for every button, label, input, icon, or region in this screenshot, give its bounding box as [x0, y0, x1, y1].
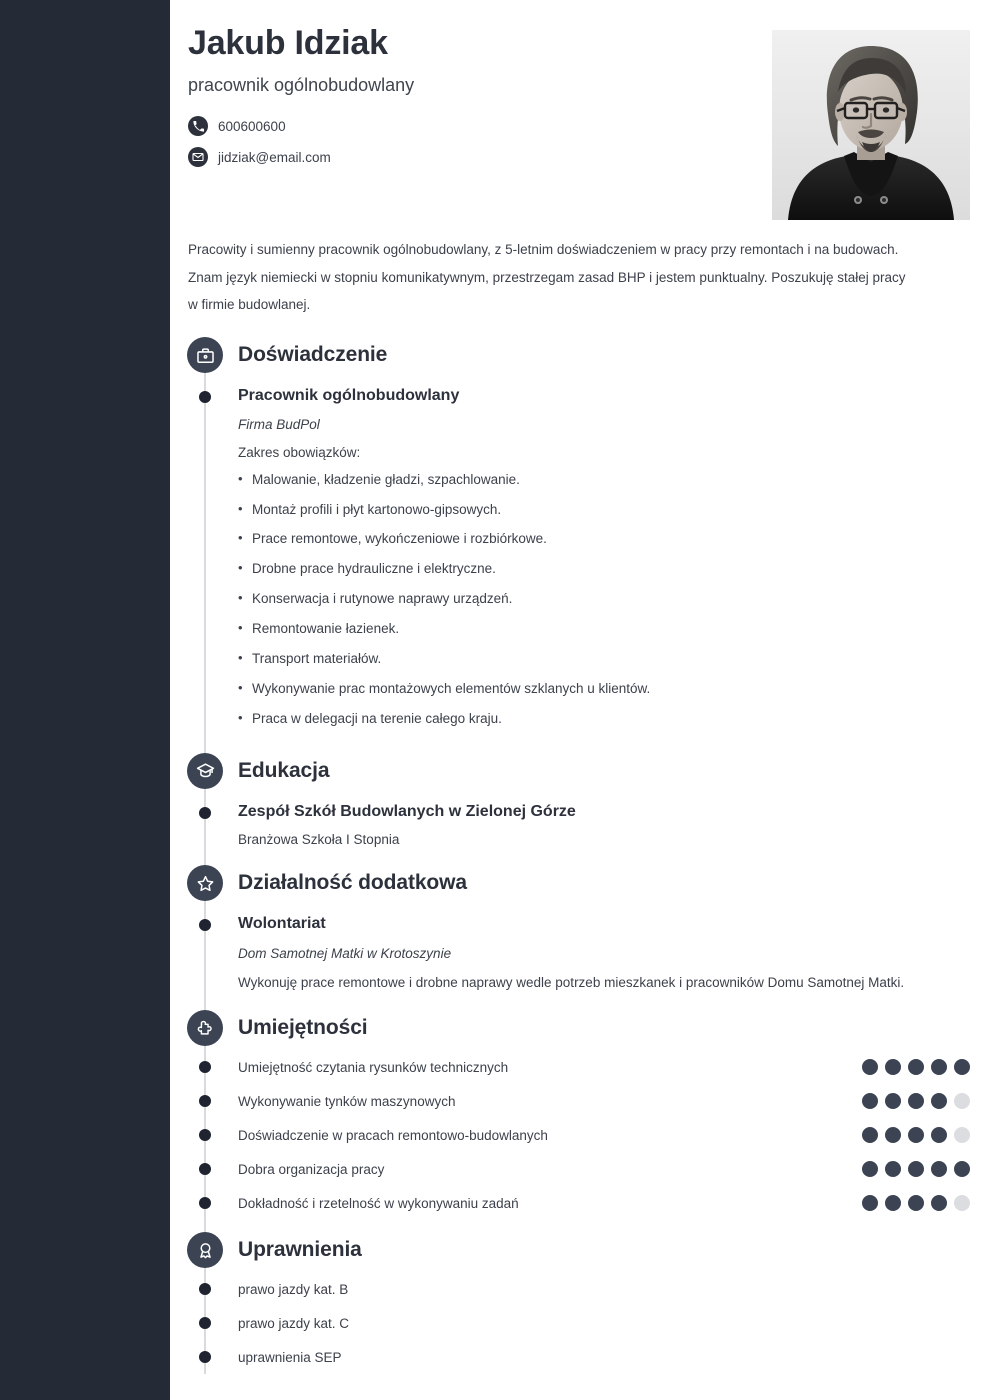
section-education: [170, 749, 990, 853]
section-skills: [170, 1006, 990, 1220]
rating-dot-filled: [908, 1093, 924, 1109]
resume-header: [170, 0, 990, 232]
rating-dot-filled: [862, 1127, 878, 1143]
skill-label: Doświadczenie w pracach remontowo-budowlanych: [238, 1127, 548, 1143]
experience-duties-list: [238, 470, 990, 730]
rating-dot-filled: [862, 1059, 878, 1075]
timeline-dot: [199, 1095, 211, 1107]
rating-dot-filled: [862, 1195, 878, 1211]
rating-dot-filled: [862, 1161, 878, 1177]
licence-row: [170, 1340, 990, 1374]
experience-entry: [170, 377, 990, 741]
experience-entry-title: Pracownik ogólnobudowlany: [238, 387, 460, 405]
education-entry-sub: Branżowa Szkoła I Stopnia: [238, 832, 400, 848]
extra-activity-entry: [170, 905, 990, 998]
timeline-dot: [199, 807, 211, 819]
timeline-dot: [199, 1061, 211, 1073]
licence-label: uprawnienia SEP: [238, 1349, 342, 1365]
section-extra-activity: [170, 861, 990, 998]
education-date-label: 2009 - 2012: [910, 748, 978, 762]
avatar: [772, 30, 970, 220]
duty-item: • Praca w delegacji na terenie całego kraju.: [238, 709, 990, 730]
extra-activity-entry-org: Dom Samotnej Matki w Krotoszynie: [238, 945, 452, 961]
duty-item: • Montaż profili i płyt kartonowo-gipsowych.: [238, 500, 990, 521]
skill-label: Dobra organizacja pracy: [238, 1161, 385, 1177]
duty-item: • Konserwacja i rutynowe naprawy urządzeń.: [238, 589, 990, 610]
resume-page: [170, 0, 990, 1400]
section-title-experience: Doświadczenie: [238, 343, 388, 367]
section-experience: [170, 333, 990, 741]
duty-item: • Drobne prace hydrauliczne i elektryczne.: [238, 559, 990, 580]
licences-list: [170, 1272, 990, 1374]
licence-row: [170, 1272, 990, 1306]
email-value: jidziak@email.com: [218, 149, 331, 165]
licence-label: prawo jazdy kat. B: [238, 1281, 349, 1297]
timeline-dot: [199, 1197, 211, 1209]
duty-item: • Prace remontowe, wykończeniowe i rozbiórkowe.: [238, 529, 990, 550]
rating-dot-filled: [954, 1161, 970, 1177]
left-dark-rail: [0, 0, 170, 1400]
duty-item: • Malowanie, kładzenie gładzi, szpachlowanie.: [238, 470, 990, 491]
rating-dot-filled: [908, 1127, 924, 1143]
rating-dot-filled: [862, 1093, 878, 1109]
extra-activity-entry-title: Wolontariat: [238, 915, 326, 933]
experience-date-label: 2012 - do dziś: [894, 385, 978, 399]
rating-dot-filled: [885, 1127, 901, 1143]
education-entry: [170, 793, 990, 853]
skill-row: [170, 1118, 990, 1152]
skill-label: Dokładność i rzetelność w wykonywaniu zadań: [238, 1195, 519, 1211]
skill-row: [170, 1152, 990, 1186]
section-licences: [170, 1228, 990, 1374]
rating-dot-filled: [908, 1195, 924, 1211]
duty-item: • Transport materiałów.: [238, 649, 990, 670]
rating-dot-filled: [908, 1059, 924, 1075]
graduation-cap-icon: [187, 753, 223, 789]
briefcase-icon: [187, 337, 223, 373]
phone-icon: [188, 116, 208, 136]
skill-row: [170, 1084, 990, 1118]
section-title-education: Edukacja: [238, 758, 330, 782]
skill-label: Umiejętność czytania rysunków technicznych: [238, 1059, 509, 1075]
experience-entry-company: Firma BudPol: [238, 417, 320, 433]
rating-dot-filled: [885, 1059, 901, 1075]
star-icon: [187, 865, 223, 901]
section-header-extra-activity: [170, 861, 990, 905]
timeline-dot: [199, 1163, 211, 1175]
envelope-icon: [188, 147, 208, 167]
timeline-dot: [199, 1129, 211, 1141]
section-title-skills: Umiejętności: [238, 1016, 368, 1040]
skill-rating: [862, 1059, 970, 1075]
skill-rating: [862, 1195, 970, 1211]
phone-value: 600600600: [218, 118, 286, 134]
licence-label: prawo jazdy kat. C: [238, 1315, 350, 1331]
professional-summary: Pracowity i sumienny pracownik ogólnobudowlany, z 5-letnim doświadczeniem w pracy przy remontach i na budowach. Znam język niemiecki w stopniu komunikatywnym, przestrzegam zasad BHP i jestem punktualny. Poszukuję stałej pracy w firmie budowlanej.: [188, 242, 906, 313]
rating-dot-filled: [885, 1195, 901, 1211]
rating-dot-filled: [931, 1195, 947, 1211]
section-header-skills: [170, 1006, 990, 1050]
rating-dot-filled: [908, 1161, 924, 1177]
timeline-dot: [199, 1317, 211, 1329]
licence-row: [170, 1306, 990, 1340]
timeline-dot: [199, 1351, 211, 1363]
rating-dot-empty: [954, 1093, 970, 1109]
rating-dot-filled: [931, 1161, 947, 1177]
section-header-experience: [170, 333, 990, 377]
rating-dot-filled: [931, 1093, 947, 1109]
skill-rating: [862, 1093, 970, 1109]
rating-dot-empty: [954, 1195, 970, 1211]
rating-dot-filled: [931, 1059, 947, 1075]
extra-activity-entry-desc: Wykonuję prace remontowe i drobne naprawy wedle potrzeb mieszkanek i pracowników Domu Samotnej Matki.: [238, 974, 905, 990]
experience-entry-note: Zakres obowiązków:: [238, 444, 361, 460]
award-ribbon-icon: [187, 1232, 223, 1268]
skill-row: [170, 1186, 990, 1220]
rating-dot-filled: [885, 1093, 901, 1109]
section-title-licences: Uprawnienia: [238, 1238, 362, 1262]
portrait-photo: [772, 30, 970, 220]
skill-rating: [862, 1161, 970, 1177]
timeline-dot: [199, 391, 211, 403]
section-header-education: [170, 749, 990, 793]
skills-list: [170, 1050, 990, 1220]
rating-dot-filled: [931, 1127, 947, 1143]
timeline-dot: [199, 1283, 211, 1295]
section-header-licences: [170, 1228, 990, 1272]
timeline: [170, 333, 990, 1374]
page-title: Jakub Idziak: [188, 24, 388, 62]
duty-item: • Wykonywanie prac montażowych elementów szklanych u klientów.: [238, 679, 990, 700]
section-title-extra-activity: Działalność dodatkowa: [238, 871, 467, 895]
rating-dot-filled: [885, 1161, 901, 1177]
puzzle-piece-icon: [187, 1010, 223, 1046]
skill-rating: [862, 1127, 970, 1143]
skill-row: [170, 1050, 990, 1084]
duty-item: • Remontowanie łazienek.: [238, 619, 990, 640]
extra-date-label: 2016 - do dziś: [894, 861, 978, 875]
rating-dot-filled: [954, 1059, 970, 1075]
job-title: pracownik ogólnobudowlany: [188, 75, 415, 96]
timeline-dot: [199, 919, 211, 931]
skill-label: Wykonywanie tynków maszynowych: [238, 1093, 456, 1109]
education-entry-title: Zespół Szkół Budowlanych w Zielonej Górze: [238, 802, 576, 820]
rating-dot-empty: [954, 1127, 970, 1143]
